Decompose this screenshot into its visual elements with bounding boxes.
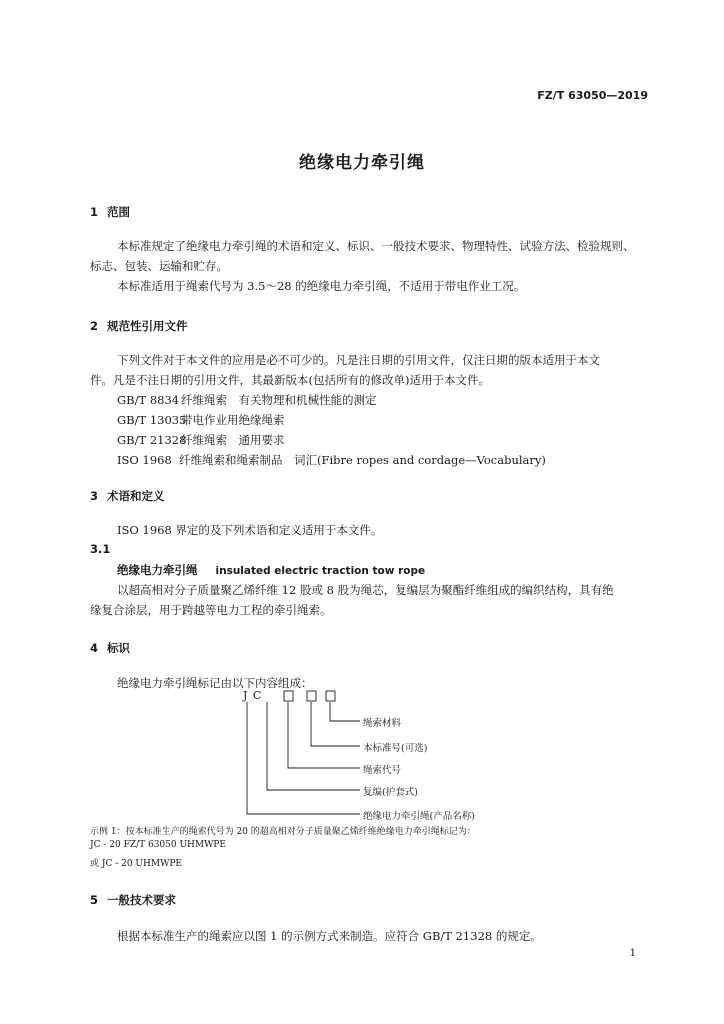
marking-label: 复编(护套式): [363, 787, 418, 798]
leader-line: [288, 702, 360, 768]
reference-code: GB/T 13035: [117, 413, 187, 427]
reference-code: GB/T 21328: [117, 433, 187, 447]
example-line-2: JC - 20 FZ/T 63050 UHMWPE: [90, 840, 226, 850]
reference-item: [117, 430, 285, 450]
marking-prefix: J C: [243, 689, 263, 702]
section-5-heading: [90, 892, 176, 908]
reference-item: [117, 390, 377, 410]
section-3-heading: [90, 488, 165, 504]
marking-label: 绳索材料: [363, 718, 402, 729]
section-1-paragraph-2: 本标准适用于绳索代号为 3.5～28 的绝缘电力牵引绳，不适用于带电作业工况。: [117, 279, 526, 293]
marking-label: 本标准号(可选): [363, 743, 428, 754]
example-line-3: 或 JC - 20 UHMWPE: [90, 859, 182, 869]
reference-title: 纤维绳索 通用要求: [181, 433, 285, 447]
section-1-heading: [90, 204, 130, 220]
reference-title: 带电作业用绝缘绳索: [181, 413, 285, 427]
leader-line: [330, 702, 360, 721]
section-3-paragraph: ISO 1968 界定的及下列术语和定义适用于本文件。: [117, 523, 383, 537]
reference-code: GB/T 8834: [117, 393, 180, 407]
section-title: 术语和定义: [107, 489, 165, 503]
section-number: 2: [90, 319, 99, 333]
section-number: 5: [90, 893, 99, 907]
reference-title: 纤维绳索和绳索制品 词汇(Fibre ropes and cordage—Vocabulary): [179, 453, 546, 467]
marking-box: [307, 691, 316, 701]
section-1-paragraph-1-line-2: 标志、包装、运输和贮存。: [90, 259, 228, 273]
term-heading: [117, 560, 425, 581]
page-title: 绝缘电力牵引绳: [299, 153, 425, 173]
marking-diagram-lines: [240, 690, 370, 825]
section-title: 规范性引用文件: [107, 319, 188, 333]
term-definition-line-1: 以超高相对分子质量聚乙烯纤维 12 股或 8 股为绳芯，复编层为聚酯纤维组成的编织结构，具有绝: [117, 583, 614, 597]
section-number: 1: [90, 205, 99, 219]
section-number: 3: [90, 489, 99, 503]
leader-line: [311, 702, 360, 746]
marking-box: [326, 691, 335, 701]
section-1-paragraph-1-line-1: 本标准规定了绝缘电力牵引绳的术语和定义、标识、一般技术要求、物理特性、试验方法、检验规则、: [117, 239, 635, 253]
marking-label: 绝缘电力牵引绳(产品名称): [363, 811, 475, 822]
term-english: insulated electric traction tow rope: [215, 565, 426, 577]
page-number: 1: [629, 948, 636, 959]
term-definition-line-2: 缘复合涂层，用于跨越等电力工程的牵引绳索。: [90, 603, 332, 617]
section-title: 一般技术要求: [107, 893, 176, 907]
leader-line: [247, 702, 360, 814]
section-title: 标识: [107, 641, 130, 655]
section-2-heading: [90, 318, 188, 334]
example-line-1: 示例 1：按本标准生产的绳索代号为 20 的超高相对分子质量聚乙烯纤维绝缘电力牵引绳标记为：: [90, 827, 476, 837]
term-number: 3.1: [90, 542, 111, 556]
section-title: 范围: [107, 205, 130, 219]
reference-title: 纤维绳索 有关物理和机械性能的测定: [181, 393, 377, 407]
term-chinese: 绝缘电力牵引绳: [117, 563, 198, 577]
reference-item: [117, 450, 546, 470]
section-5-paragraph: 根据本标准生产的绳索应以图 1 的示例方式来制造。应符合 GB/T 21328 的规定。: [117, 929, 542, 943]
standard-number: FZ/T 63050—2019: [537, 89, 648, 102]
marking-box: [284, 691, 293, 701]
marking-label: 绳索代号: [363, 765, 402, 776]
section-2-paragraph-line-1: 下列文件对于本文件的应用是必不可少的。凡是注日期的引用文件，仅注日期的版本适用于本文: [117, 353, 600, 367]
reference-code: ISO 1968: [117, 453, 172, 467]
marking-intro: 绝缘电力牵引绳标记由以下内容组成：: [117, 676, 313, 690]
section-number: 4: [90, 641, 99, 655]
section-4-heading: [90, 640, 130, 656]
reference-item: [117, 410, 285, 430]
section-2-paragraph-line-2: 件。凡是不注日期的引用文件，其最新版本(包括所有的修改单)适用于本文件。: [90, 373, 490, 387]
